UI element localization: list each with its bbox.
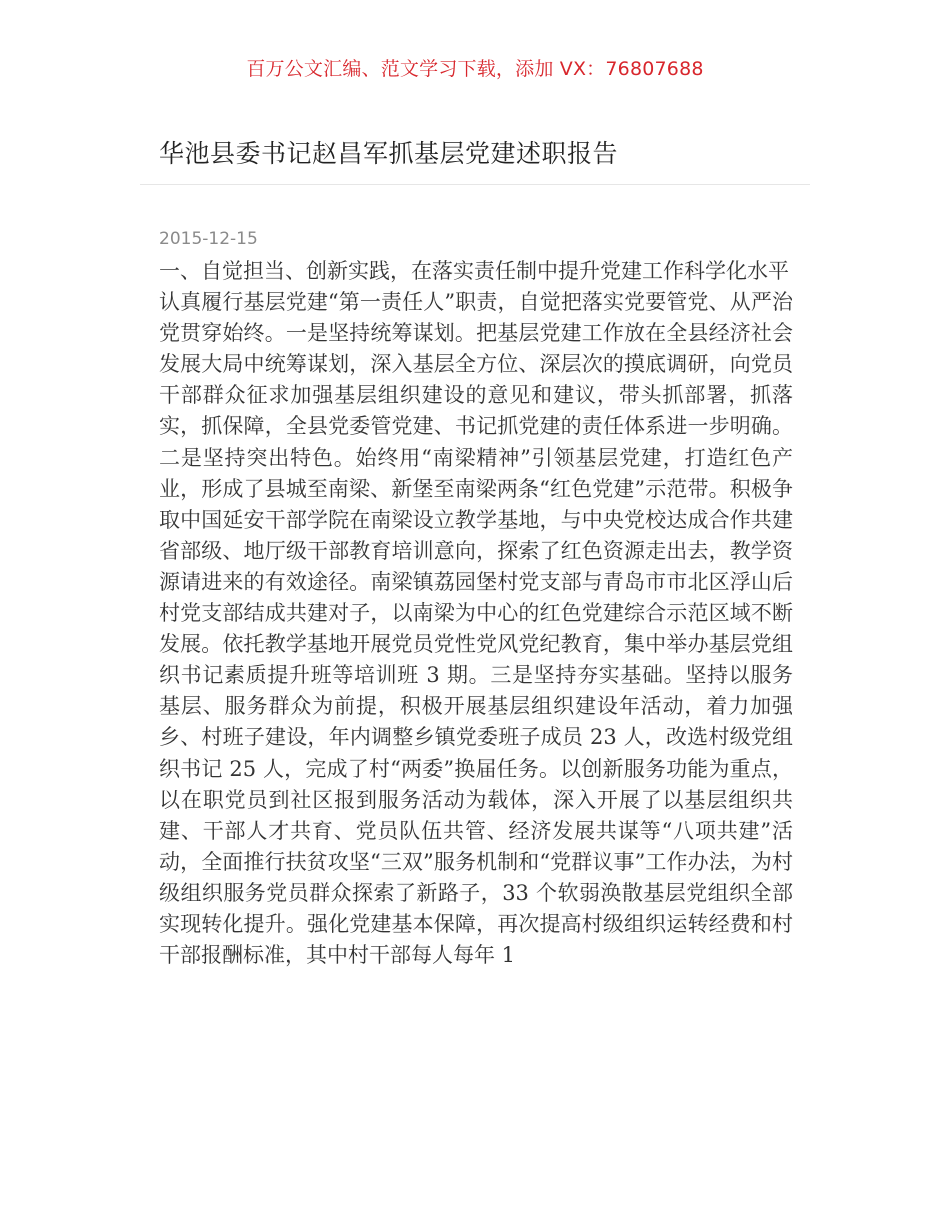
body-paragraph: 认真履行基层党建“第一责任人”职责，自觉把落实党要管党、从严治党贯穿始终。一是坚持统筹谋划。把基层党建工作放在全县经济社会发展大局中统筹谋划，深入基层全方位、深层次的摸底调研，向党员干部群众征求加强基层组织建设的意见和建议，带头抓部署，抓落实，抓保障，全县党委管党建、书记抓党建的责任体系进一步明确。二是坚持突出特色。始终用“南梁精神”引领基层党建，打造红色产业，形成了县城至南梁、新堡至南梁两条“红色党建”示范带。积极争取中国延安干部学院在南梁设立教学基地，与中央党校达成合作共建省部级、地厅级干部教育培训意向，探索了红色资源走出去，教学资源请进来的有效途径。南梁镇荔园堡村党支部与青岛市市北区浮山后村党支部结成共建对子，以南梁为中心的红色党建综合示范区域不断发展。依托教学基地开展党员党性党风党纪教育，集中举办基层党组织书记素质提升班等培训班 3 期。三是坚持夯实基础。坚持以服务基层、服务群众为前提，积极开展基层组织建设年活动，着力加强乡、村班子建设，年内调整乡镇党委班子成员 23 人，改选村级党组织书记 25 人，完成了村“两委”换届任务。以创新服务功能为重点，以在职党员到社区报到服务活动为载体，深入开展了以基层组织共建、干部人才共育、党员队伍共管、经济发展共谋等“八项共建”活动，全面推行扶贫攻坚“三双”服务机制和“党群议事”工作办法，为村级组织服务党员群众探索了新路子，33 个软弱涣散基层党组织全部实现转化提升。强化党建基本保障，再次提高村级组织运转经费和村干部报酬标准，其中村干部每人每年 1 <box>159 290 793 968</box>
title-divider <box>140 184 810 185</box>
article-body <box>159 256 793 971</box>
promo-banner: 百万公文汇编、范文学习下载，添加 VX：76807688 <box>246 58 704 80</box>
page-title: 华池县委书记赵昌军抓基层党建述职报告 <box>159 139 619 168</box>
publish-date: 2015-12-15 <box>159 229 258 249</box>
section-heading: 一、自觉担当、创新实践，在落实责任制中提升党建工作科学化水平 <box>159 259 789 283</box>
